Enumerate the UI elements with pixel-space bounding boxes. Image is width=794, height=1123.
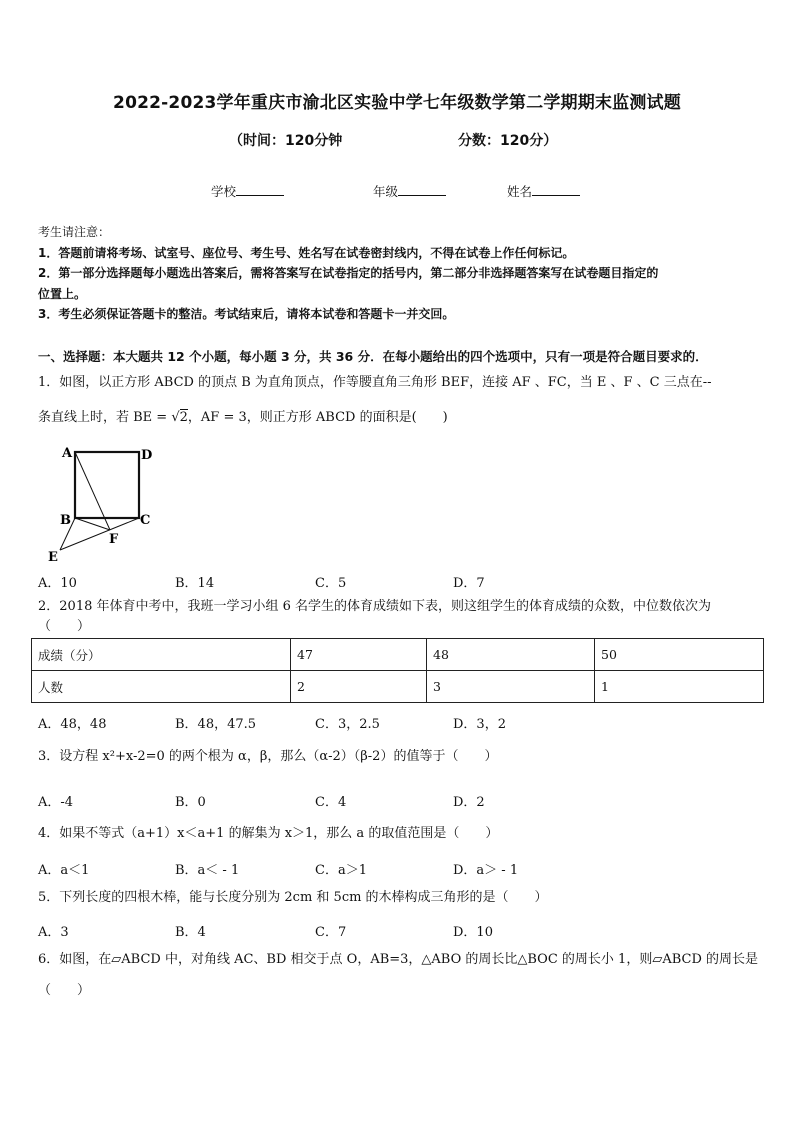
name-label: 姓名 xyxy=(507,184,533,199)
grades-table xyxy=(31,638,764,703)
q3-text: 3．设方程 x²+x-2=0 的两个根为 α，β，那么（α-2）（β-2）的值等于（ ） xyxy=(38,749,498,764)
q5-option-b[interactable]: B．4 xyxy=(175,925,206,940)
table-row xyxy=(32,671,764,703)
table-cell: 1 xyxy=(595,671,764,703)
q3-option-b[interactable]: B．0 xyxy=(175,795,206,810)
section-heading: 一、选择题：本大题共 12 个小题，每小题 3 分，共 36 分．在每小题给出的四个选项中，只有一项是符合题目要求的． xyxy=(38,349,708,364)
school-blank[interactable] xyxy=(236,183,284,196)
note-item: 1．答题前请将考场、试室号、座位号、考生号、姓名写在试卷密封线内，不得在试卷上作任何标记。 xyxy=(38,245,575,260)
notes-heading: 考生请注意： xyxy=(38,225,111,239)
q2-text-line1: 2．2018 年体育中考中，我班一学习小组 6 名学生的体育成绩如下表，则这组学生的体育成绩的众数，中位数依次为 xyxy=(38,599,712,614)
q1-text-line1: 1．如图，以正方形 ABCD 的顶点 B 为直角顶点，作等腰直角三角形 BEF，连接 AF 、FC，当 E 、F 、C 三点在-- xyxy=(38,375,712,390)
q1-option-c[interactable]: C．5 xyxy=(315,576,347,591)
name-field xyxy=(507,182,580,200)
q5-text: 5．下列长度的四根木棒，能与长度分别为 2cm 和 5cm 的木棒构成三角形的是（ ） xyxy=(38,890,548,905)
time-label: （时间：120分钟 xyxy=(229,133,343,149)
q5-option-d[interactable]: D．10 xyxy=(453,925,493,940)
q2-option-d[interactable]: D．3，2 xyxy=(453,717,506,732)
note-item: 2．第一部分选择题每小题选出答案后，需将答案写在试卷指定的括号内，第二部分非选择题答案写在试卷题目指定的 xyxy=(38,266,659,280)
q3-option-d[interactable]: D．2 xyxy=(453,795,485,810)
label-c: C xyxy=(140,513,151,528)
table-row xyxy=(32,639,764,671)
table-cell: 2 xyxy=(291,671,427,703)
q1-option-d[interactable]: D．7 xyxy=(453,576,485,591)
q2-option-b[interactable]: B．48，47.5 xyxy=(175,717,257,732)
exam-title: 2022-2023学年重庆市渝北区实验中学七年级数学第二学期期末监测试题 xyxy=(113,93,681,113)
q1-text-line2a: 条直线上时，若 BE = xyxy=(38,410,172,425)
q1-option-a[interactable]: A．10 xyxy=(38,576,77,591)
q4-option-c[interactable]: C．a＞1 xyxy=(315,863,367,878)
q4-option-a[interactable]: A．a＜1 xyxy=(38,863,90,878)
sqrt-value: 2 xyxy=(179,410,188,425)
q1-option-b[interactable]: B．14 xyxy=(175,576,215,591)
label-f: F xyxy=(109,532,119,547)
sqrt-symbol: √ xyxy=(171,410,180,425)
q1-text-line2b: ，AF = 3，则正方形 ABCD 的面积是( ) xyxy=(187,410,448,425)
segment-bf xyxy=(75,518,110,530)
table-cell: 人数 xyxy=(32,671,291,703)
q5-option-a[interactable]: A．3 xyxy=(38,925,69,940)
school-label: 学校 xyxy=(211,184,237,199)
table-cell: 48 xyxy=(427,639,595,671)
label-a: A xyxy=(62,446,73,461)
note-item: 3．考生必须保证答题卡的整洁。考试结束后，请将本试卷和答题卡一并交回。 xyxy=(38,307,455,321)
q4-text: 4．如果不等式（a+1）x＜a+1 的解集为 x＞1，那么 a 的取值范围是（ ） xyxy=(38,826,499,841)
q3-option-a[interactable]: A．-4 xyxy=(38,795,74,810)
segment-ec xyxy=(60,518,139,550)
square-figure xyxy=(40,442,170,567)
q6-text-line2: （ ） xyxy=(38,983,91,998)
q4-option-b[interactable]: B．a＜ - 1 xyxy=(175,863,240,878)
label-e: E xyxy=(48,550,58,565)
grade-field xyxy=(373,182,446,200)
note-item: 位置上。 xyxy=(38,286,87,301)
q2-text-line2: （ ） xyxy=(38,619,91,634)
name-blank[interactable] xyxy=(532,183,580,196)
q1-text-line2 xyxy=(38,410,760,426)
q6-text-line1: 6．如图，在▱ABCD 中，对角线 AC、BD 相交于点 O，AB=3，△ABO 的周长比△BOC 的周长小 1，则▱ABCD 的周长是 xyxy=(38,952,759,967)
table-cell: 成绩（分） xyxy=(32,639,291,671)
grade-blank[interactable] xyxy=(398,183,446,196)
school-field xyxy=(211,182,284,200)
q5-option-c[interactable]: C．7 xyxy=(315,925,347,940)
q4-option-d[interactable]: D．a＞ - 1 xyxy=(453,863,519,878)
score-label: 分数：120分） xyxy=(458,133,558,149)
table-cell: 3 xyxy=(427,671,595,703)
square-abcd xyxy=(75,452,139,518)
table-cell: 50 xyxy=(595,639,764,671)
q3-option-c[interactable]: C．4 xyxy=(315,795,347,810)
label-b: B xyxy=(60,513,71,528)
q2-option-a[interactable]: A．48，48 xyxy=(38,717,107,732)
q2-option-c[interactable]: C．3，2.5 xyxy=(315,717,380,732)
grade-label: 年级 xyxy=(373,184,399,199)
table-cell: 47 xyxy=(291,639,427,671)
candidate-notes xyxy=(38,222,758,325)
label-d: D xyxy=(141,448,153,463)
